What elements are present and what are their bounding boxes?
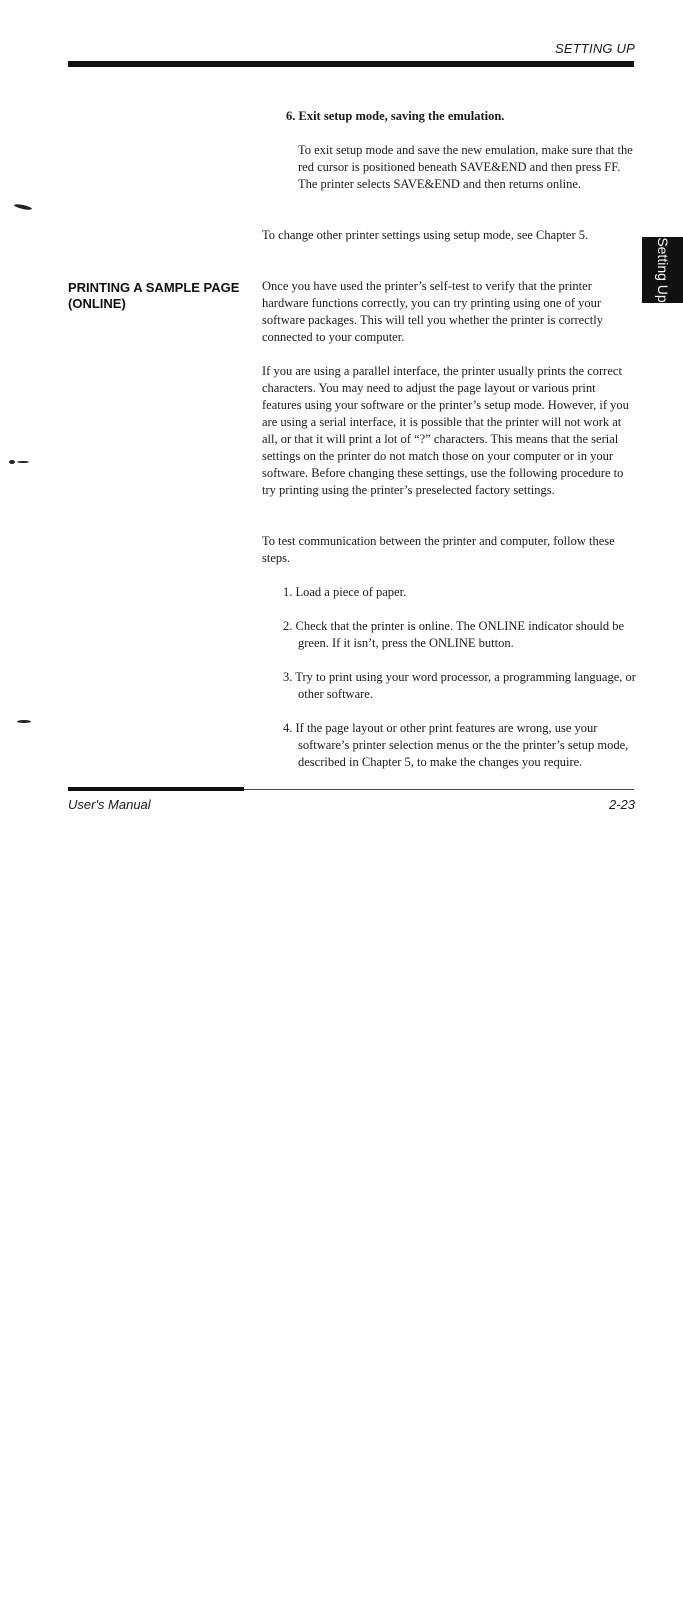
- chapter-tab-label: Setting Up: [654, 237, 671, 303]
- change-settings-text: To change other printer settings using setup mode, see Chapter 5.: [262, 228, 589, 242]
- test-communication-paragraph: To test communication between the printer and computer, follow these steps.: [262, 534, 615, 565]
- step-6-title: 6. Exit setup mode, saving the emulation.: [286, 109, 505, 123]
- scan-mark: [17, 720, 31, 723]
- section-heading-line1: PRINTING A SAMPLE PAGE: [68, 280, 240, 295]
- list-item: 3. Try to print using your word processor, a programming language, or other software.: [283, 670, 636, 701]
- step-6-body: To exit setup mode and save the new emulation, make sure that the red cursor is positioned beneath SAVE&END and then press FF. The printer selects SAVE&END and then returns online.: [298, 143, 633, 191]
- scan-mark: [14, 203, 32, 211]
- chapter-tab: [642, 237, 683, 303]
- list-item: 2. Check that the printer is online. The ONLINE indicator should be green. If it isn’t, press the ONLINE button.: [283, 619, 625, 650]
- section-heading-line2: (ONLINE): [68, 296, 126, 311]
- intro-paragraph: Once you have used the printer’s self-test to verify that the printer hardware functions correctly, you can try printing using one of your software packages. This will tell you whether the printer is correctly connected to your computer.: [262, 279, 603, 344]
- footer-rule-thick: [68, 787, 244, 791]
- page-number: 2-23: [608, 797, 635, 812]
- list-item: 4. If the page layout or other print features are wrong, use your software’s printer selection menus or the the printer’s setup mode, described in Chapter 5, to make the changes you require.: [283, 721, 629, 769]
- section-heading: [68, 280, 243, 312]
- footer-rule-thin: [244, 789, 634, 790]
- footer-title: User's Manual: [68, 797, 151, 812]
- running-head: SETTING UP: [554, 41, 635, 56]
- scan-mark: [17, 461, 29, 463]
- scan-mark: [9, 460, 15, 464]
- top-rule: [68, 61, 634, 67]
- interface-paragraph: If you are using a parallel interface, the printer usually prints the correct characters. You may need to adjust the page layout or various print features using your software or the printer’s setup mode. However, if you are using a serial interface, it is possible that the printer will not work at all, or that it will print a lot of “?” characters. This means that the serial settings on the printer do not match those on your computer or in your software. Before changing these settings, use the following procedure to try printing using the printer’s preselected factory settings.: [262, 364, 629, 497]
- list-item: 1. Load a piece of paper.: [283, 585, 407, 599]
